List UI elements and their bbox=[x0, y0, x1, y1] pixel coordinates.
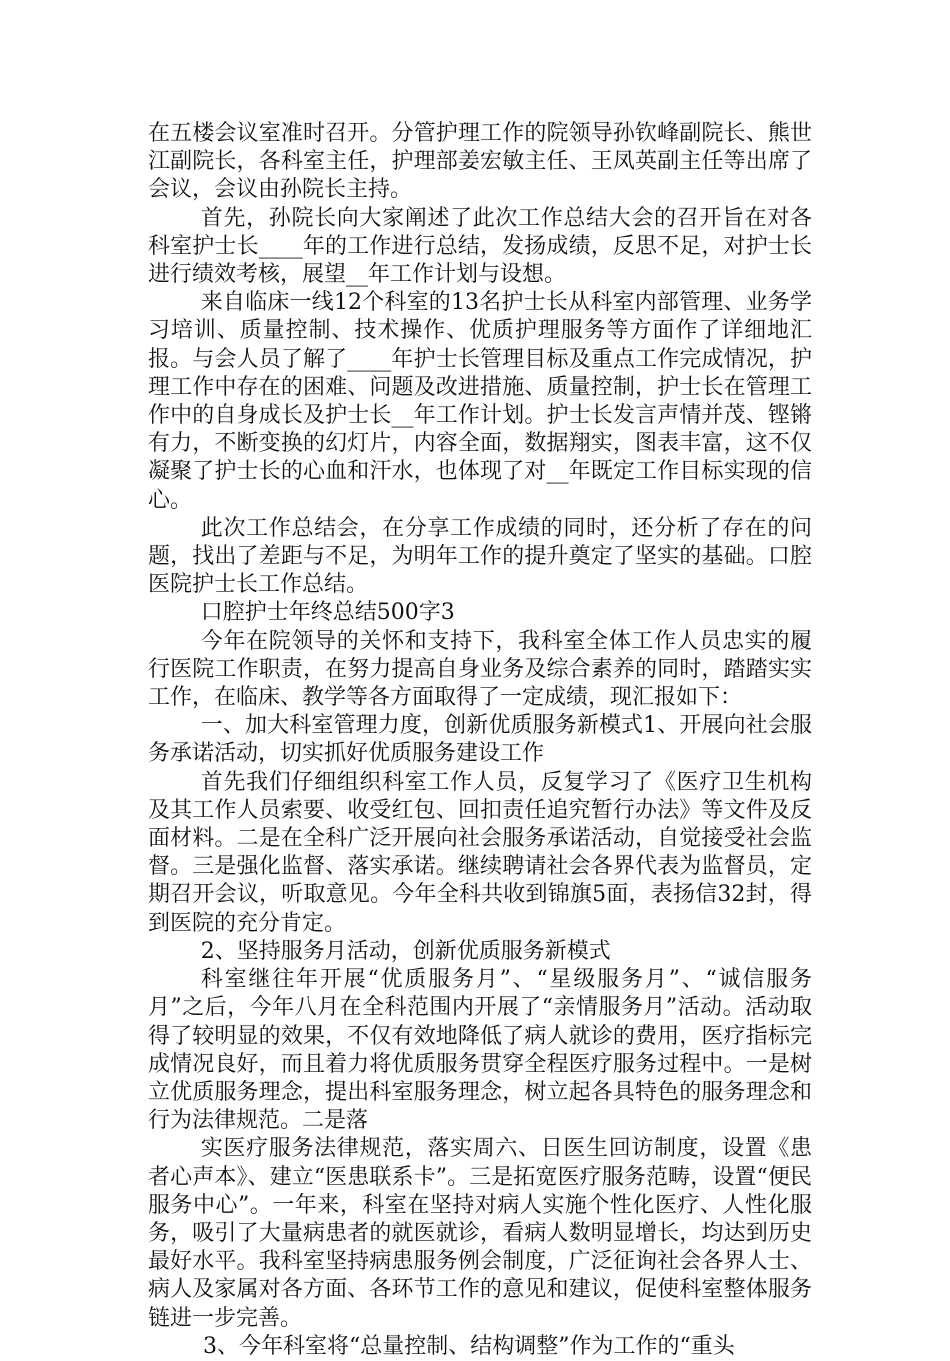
paragraph-head-nurse-reports: 来自临床一线12个科室的13名护士长从科室内部管理、业务学习培训、质量控制、技术操作、优质护理服务等方面作了详细地汇报。与会人员了解了____年护士长管理目标及重点工作完成情况，护理工作中存在的困难、问题及改进措施、质量控制，护士长在管理工作中的自身成长及护士长__年工作计划。护士长发言声情并茂、铿锵有力，不断变换的幻灯片，内容全面，数据翔实，图表丰富，这不仅凝聚了护士长的心血和汗水，也体现了对__年既定工作目标实现的信心。 bbox=[148, 290, 812, 513]
paragraph-service-commitment: 首先我们仔细组织科室工作人员，反复学习了《医疗卫生机构及其工作人员索要、收受红包、回扣责任追究暂行办法》等文件及反面材料。二是在全科广泛开展向社会服务承诺活动，自觉接受社会监督。三是强化监督、落实承诺。继续聘请社会各界代表为监督员，定期召开会议，听取意见。今年全科共收到锦旗5面，表扬信32封，得到医院的充分肯定。 bbox=[148, 769, 812, 936]
section-title: 口腔护士年终总结500字3 bbox=[200, 600, 455, 626]
paragraph-year-overview: 今年在院领导的关怀和支持下，我科室全体工作人员忠实的履行医院工作职责，在努力提高自身业务及综合素养的同时，踏踏实实工作，在临床、教学等各方面取得了一定成绩，现汇报如下： bbox=[148, 628, 812, 711]
heading-management: 一、加大科室管理力度，创新优质服务新模式1、开展向社会服务承诺活动，切实抓好优质服务建设工作 bbox=[148, 713, 812, 767]
paragraph-service-norms: 实医疗服务法律规范，落实周六、日医生回访制度，设置《患者心声本》、建立“医患联系卡”。三是拓宽医疗服务范畴，设置“便民服务中心”。一年来，科室在坚持对病人实施个性化医疗、人性化服务，吸引了大量病患者的就医就诊，看病人数明显增长，均达到历史最好水平。我科室坚持病患服务例会制度，广泛征询社会各界人士、病人及家属对各方面、各环节工作的意见和建议，促使科室整体服务链进一步完善。 bbox=[148, 1136, 812, 1331]
document-body bbox=[148, 120, 812, 1361]
paragraph-meeting-purpose: 首先，孙院长向大家阐述了此次工作总结大会的召开旨在对各科室护士长____年的工作进行总结，发扬成绩，反思不足，对护士长进行绩效考核，展望__年工作计划与设想。 bbox=[148, 205, 812, 288]
heading-total-control: 3、今年科室将“总量控制、结构调整”作为工作的“重头 bbox=[203, 1333, 735, 1359]
paragraph-meeting-intro: 在五楼会议室准时召开。分管护理工作的院领导孙钦峰副院长、熊世江副院长，各科室主任，护理部姜宏敏主任、王凤英副主任等出席了会议，会议由孙院长主持。 bbox=[148, 121, 812, 203]
heading-service-month: 2、坚持服务月活动，创新优质服务新模式 bbox=[200, 938, 611, 964]
paragraph-meeting-conclusion: 此次工作总结会，在分享工作成绩的同时，还分析了存在的问题，找出了差距与不足，为明年工作的提升奠定了坚实的基础。口腔医院护士长工作总结。 bbox=[148, 515, 812, 598]
paragraph-service-month: 科室继往年开展“优质服务月”、“星级服务月”、“诚信服务月”之后，今年八月在全科范围内开展了“亲情服务月”活动。活动取得了较明显的效果，不仅有效地降低了病人就诊的费用，医疗指标完成情况良好，而且着力将优质服务贯穿全程医疗服务过程中。一是树立优质服务理念，提出科室服务理念，树立起各具特色的服务理念和行为法律规范。二是落 bbox=[148, 967, 812, 1134]
